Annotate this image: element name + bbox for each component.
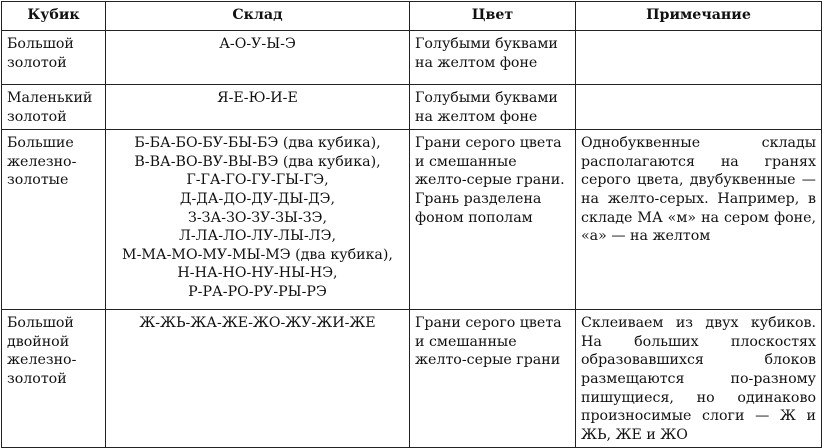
sklad-line: Д-ДА-ДО-ДУ-ДЫ-ДЭ,	[179, 190, 336, 207]
syllable-cubes-table	[1, 1, 822, 448]
note-cell: Склеиваем из двух кубиков. На больших плоскостях образовавшихся блоков размещаются по-разному пишущиеся, но одинаково произносимые слоги — Ж и ЖЬ, ЖЕ и ЖО	[576, 310, 822, 448]
sklad-line: З-ЗА-ЗО-ЗУ-ЗЫ-ЗЭ,	[188, 209, 327, 226]
color-cell: Грани серого цвета и смешанные желто-серые грани. Грань разделена фоном пополам	[410, 130, 576, 310]
table-row	[2, 31, 822, 85]
sklad-line: Л-ЛА-ЛО-ЛУ-ЛЫ-ЛЭ,	[179, 228, 336, 245]
note-cell	[576, 85, 822, 130]
sklad-line: Б-БА-БО-БУ-БЫ-БЭ (два кубика),	[134, 135, 381, 152]
header-sklad: Склад	[106, 2, 410, 31]
cube-cell: Маленький золотой	[2, 85, 106, 130]
table-row	[2, 130, 822, 310]
note-cell	[576, 31, 822, 85]
note-cell: Однобуквенные склады располагаются на гранях серого цвета, двубуквенные — на желто-серых. Например, в складе МА «м» на сером фоне, «а» — на желтом	[576, 130, 822, 310]
sklad-line: Р-РА-РО-РУ-РЫ-РЭ	[188, 283, 327, 300]
sklad-line: Ж-ЖЬ-ЖА-ЖЕ-ЖО-ЖУ-ЖИ-ЖЕ	[139, 315, 376, 332]
header-row	[2, 2, 822, 31]
table-row	[2, 310, 822, 448]
sklad-line: Я-Е-Ю-И-Е	[217, 90, 298, 106]
sklad-cell	[106, 85, 410, 130]
sklad-line: Н-НА-НО-НУ-НЫ-НЭ,	[177, 265, 338, 282]
header-note: Примечание	[576, 2, 822, 31]
sklad-cell	[106, 310, 410, 448]
cube-cell: Большой золотой	[2, 31, 106, 85]
cube-cell: Большие железно-золотые	[2, 130, 106, 310]
sklad-line: М-МА-МО-МУ-МЫ-МЭ (два кубика),	[122, 246, 393, 263]
sklad-line: В-ВА-ВО-ВУ-ВЫ-ВЭ (два кубика),	[134, 153, 381, 170]
sklad-line: Г-ГА-ГО-ГУ-ГЫ-ГЭ,	[186, 172, 329, 189]
header-cube: Кубик	[2, 2, 106, 31]
sklad-cell	[106, 130, 410, 310]
color-cell: Голубыми буквами на желтом фоне	[410, 31, 576, 85]
table-row	[2, 85, 822, 130]
sklad-cell	[106, 31, 410, 85]
color-cell: Голубыми буквами на желтом фоне	[410, 85, 576, 130]
header-color: Цвет	[410, 2, 576, 31]
sklad-line: А-О-У-Ы-Э	[219, 36, 296, 52]
color-cell: Грани серого цвета и смешанные желто-серые грани	[410, 310, 576, 448]
cube-cell: Большой двойной железно-золотой	[2, 310, 106, 448]
